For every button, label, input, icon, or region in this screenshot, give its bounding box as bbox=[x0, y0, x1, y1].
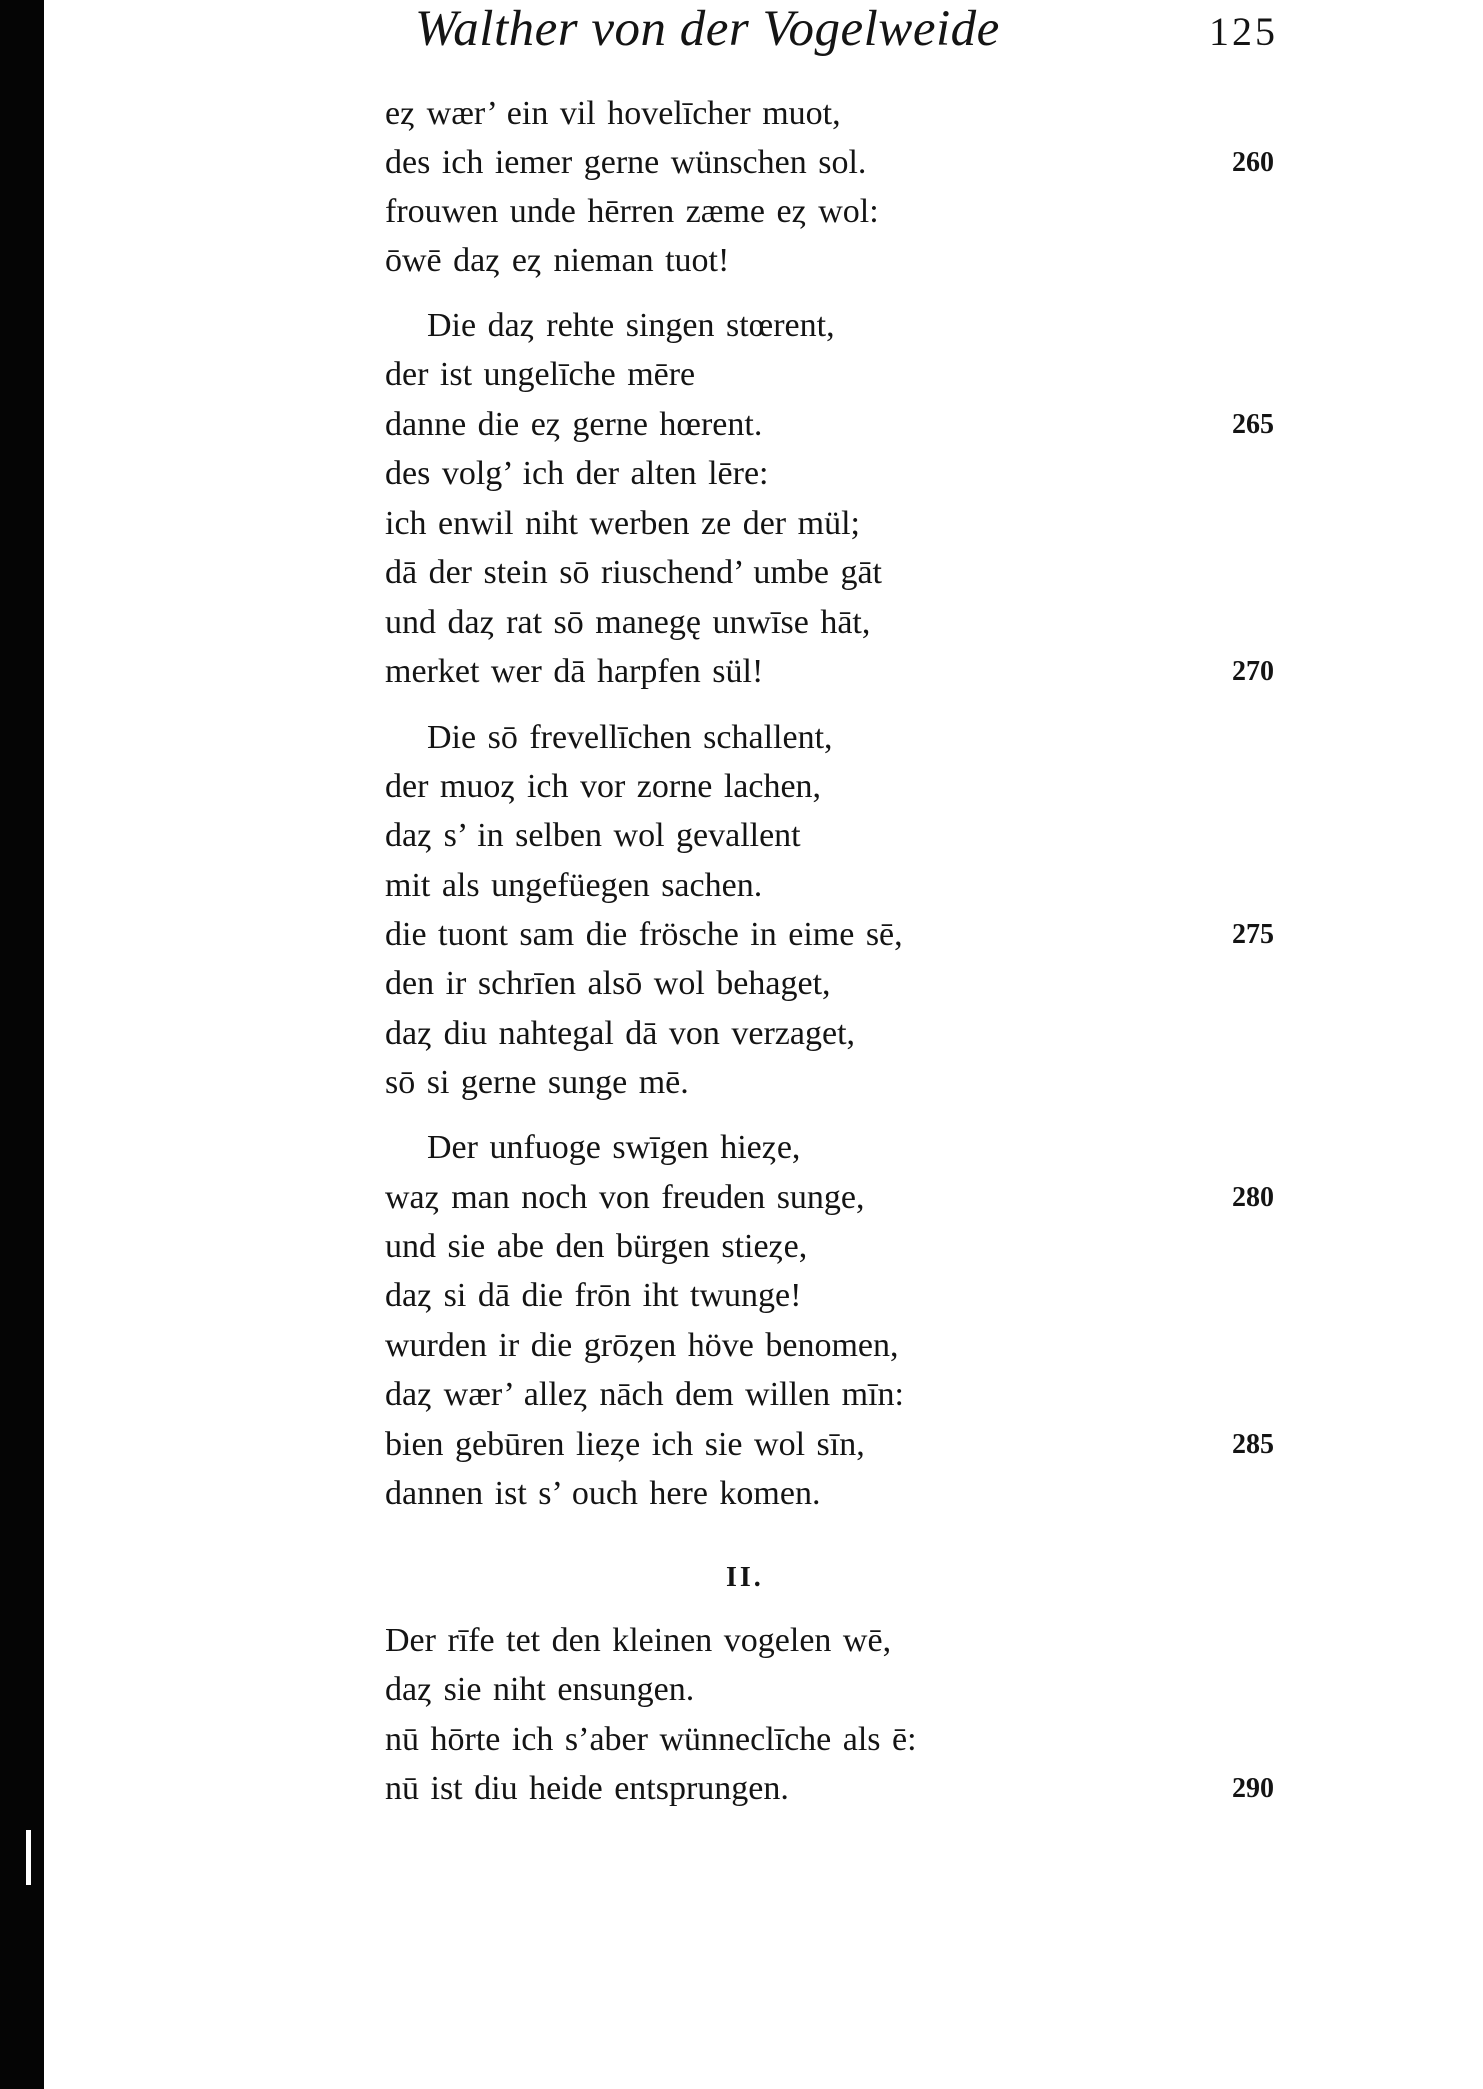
verse-line: Der unfuoge swīgen hieȥe, bbox=[427, 1129, 801, 1166]
verse-line: daȥ sie niht ensungen. bbox=[385, 1671, 695, 1708]
line-number: 275 bbox=[1232, 919, 1274, 950]
verse-line: Der rīfe tet den kleinen vogelen wē, bbox=[385, 1622, 892, 1659]
verse-line: die tuont sam die frösche in eime sē, bbox=[385, 916, 903, 953]
verse-line: nū ist diu heide entsprungen. bbox=[385, 1770, 789, 1807]
line-number: 290 bbox=[1232, 1773, 1274, 1804]
verse-line: ich enwil niht werben ze der mül; bbox=[385, 505, 860, 542]
line-number: 280 bbox=[1232, 1182, 1274, 1213]
verse-line: bien gebūren lieȥe ich sie wol sīn, bbox=[385, 1426, 865, 1463]
running-title: Walther von der Vogelweide bbox=[415, 1, 1000, 57]
verse-line: daȥ s’ in selben wol gevallent bbox=[385, 817, 801, 854]
verse-line: merket wer dā harpfen sül! bbox=[385, 653, 764, 690]
verse-line: nū hōrte ich s’aber wünneclīche als ē: bbox=[385, 1721, 917, 1758]
verse-line: frouwen unde hērren zæme eȥ wol: bbox=[385, 193, 879, 230]
verse-line: des ich iemer gerne wünschen sol. bbox=[385, 144, 867, 181]
verse-line: danne die eȥ gerne hœrent. bbox=[385, 406, 763, 443]
verse-line: dannen ist s’ ouch here komen. bbox=[385, 1475, 821, 1512]
verse-line: sō si gerne sunge mē. bbox=[385, 1064, 689, 1101]
verse-line: Die sō frevellīchen schallent, bbox=[427, 719, 833, 756]
verse-line: wurden ir die grōȥen höve benomen, bbox=[385, 1327, 899, 1364]
verse-line: und daȥ rat sō manegę unwīse hāt, bbox=[385, 604, 871, 641]
verse-line: Die daȥ rehte singen stœrent, bbox=[427, 307, 835, 344]
verse-line: ōwē daȥ eȥ nieman tuot! bbox=[385, 242, 730, 279]
verse-line: der ist ungelīche mēre bbox=[385, 356, 696, 393]
line-number: 265 bbox=[1232, 409, 1274, 440]
line-number: 285 bbox=[1232, 1429, 1274, 1460]
verse-line: und sie abe den bürgen stieȥe, bbox=[385, 1228, 808, 1265]
line-number: 270 bbox=[1232, 656, 1274, 687]
section-heading: II. bbox=[726, 1562, 764, 1593]
verse-line: den ir schrīen alsō wol behaget, bbox=[385, 965, 831, 1002]
verse-line: daȥ diu nahtegal dā von verzaget, bbox=[385, 1015, 856, 1052]
line-number: 260 bbox=[1232, 147, 1274, 178]
page-number: 125 bbox=[1209, 9, 1278, 54]
verse-line: eȥ wær’ ein vil hovelīcher muot, bbox=[385, 95, 841, 132]
verse-line: dā der stein sō riuschend’ umbe gāt bbox=[385, 554, 883, 591]
verse-line: des volg’ ich der alten lēre: bbox=[385, 455, 769, 492]
verse-line: mit als ungefüegen sachen. bbox=[385, 867, 763, 904]
verse-line: waȥ man noch von freuden sunge, bbox=[385, 1179, 865, 1216]
verse-line: daȥ wær’ alleȥ nāch dem willen mīn: bbox=[385, 1376, 905, 1413]
verse-line: daȥ si dā die frōn iht twunge! bbox=[385, 1277, 802, 1314]
verse-line: der muoȥ ich vor zorne lachen, bbox=[385, 768, 822, 805]
